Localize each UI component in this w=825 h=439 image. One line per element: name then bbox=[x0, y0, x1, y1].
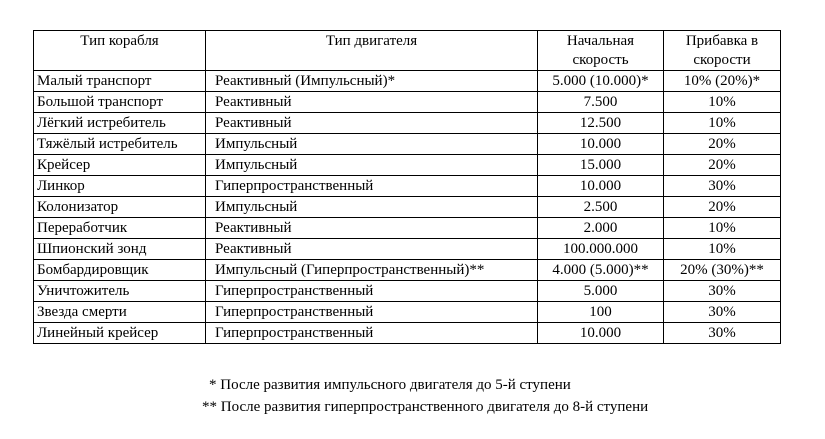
table-row bbox=[34, 71, 781, 92]
cell-speed-bonus: 30% bbox=[664, 302, 781, 323]
cell-ship-type: Большой транспорт bbox=[34, 92, 206, 113]
cell-initial-speed: 2.000 bbox=[538, 218, 664, 239]
table-row bbox=[34, 218, 781, 239]
table-row bbox=[34, 113, 781, 134]
cell-ship-type: Звезда смерти bbox=[34, 302, 206, 323]
table-row bbox=[34, 92, 781, 113]
ship-speed-table bbox=[33, 30, 781, 344]
cell-initial-speed: 12.500 bbox=[538, 113, 664, 134]
cell-ship-type: Линейный крейсер bbox=[34, 323, 206, 344]
header-engine-type-label: Тип двигателя bbox=[325, 33, 418, 49]
cell-speed-bonus: 10% bbox=[664, 239, 781, 260]
cell-speed-bonus: 10% bbox=[664, 92, 781, 113]
cell-engine-type: Реактивный bbox=[206, 239, 538, 260]
table-body bbox=[34, 71, 781, 344]
header-speed-bonus-line-1: Прибавка в bbox=[685, 33, 759, 49]
table-row bbox=[34, 155, 781, 176]
cell-ship-type: Бомбардировщик bbox=[34, 260, 206, 281]
cell-engine-type: Гиперпространственный bbox=[206, 281, 538, 302]
header-speed-bonus-line-2: скорости bbox=[693, 52, 751, 68]
table-row bbox=[34, 302, 781, 323]
cell-ship-type: Линкор bbox=[34, 176, 206, 197]
cell-engine-type: Импульсный bbox=[206, 134, 538, 155]
header-initial-speed-line-1: Начальная bbox=[566, 33, 635, 49]
header-engine-type bbox=[206, 31, 538, 71]
cell-speed-bonus: 30% bbox=[664, 176, 781, 197]
cell-initial-speed: 4.000 (5.000)** bbox=[538, 260, 664, 281]
cell-engine-type: Импульсный (Гиперпространственный)** bbox=[206, 260, 538, 281]
cell-engine-type: Гиперпространственный bbox=[206, 302, 538, 323]
table-row bbox=[34, 323, 781, 344]
cell-ship-type: Лёгкий истребитель bbox=[34, 113, 206, 134]
cell-ship-type: Уничтожитель bbox=[34, 281, 206, 302]
cell-initial-speed: 100.000.000 bbox=[538, 239, 664, 260]
table-row bbox=[34, 197, 781, 218]
cell-initial-speed: 10.000 bbox=[538, 323, 664, 344]
cell-ship-type: Колонизатор bbox=[34, 197, 206, 218]
cell-ship-type: Переработчик bbox=[34, 218, 206, 239]
table-row bbox=[34, 239, 781, 260]
header-initial-speed-line-2: скорость bbox=[572, 52, 629, 68]
cell-engine-type: Гиперпространственный bbox=[206, 176, 538, 197]
cell-speed-bonus: 20% bbox=[664, 134, 781, 155]
cell-speed-bonus: 10% bbox=[664, 218, 781, 239]
cell-engine-type: Реактивный (Импульсный)* bbox=[206, 71, 538, 92]
cell-speed-bonus: 20% bbox=[664, 155, 781, 176]
table-row bbox=[34, 281, 781, 302]
cell-initial-speed: 5.000 bbox=[538, 281, 664, 302]
cell-speed-bonus: 30% bbox=[664, 281, 781, 302]
cell-initial-speed: 5.000 (10.000)* bbox=[538, 71, 664, 92]
table-row bbox=[34, 176, 781, 197]
header-ship-type bbox=[34, 31, 206, 71]
cell-engine-type: Реактивный bbox=[206, 113, 538, 134]
table-row bbox=[34, 260, 781, 281]
cell-ship-type: Шпионский зонд bbox=[34, 239, 206, 260]
cell-speed-bonus: 30% bbox=[664, 323, 781, 344]
header-initial-speed bbox=[538, 31, 664, 71]
cell-speed-bonus: 10% (20%)* bbox=[664, 71, 781, 92]
header-speed-bonus bbox=[664, 31, 781, 71]
cell-initial-speed: 100 bbox=[538, 302, 664, 323]
footnote-impulse: * После развития импульсного двигателя до 5-й ступени bbox=[209, 377, 571, 393]
cell-speed-bonus: 10% bbox=[664, 113, 781, 134]
table-header-row bbox=[34, 31, 781, 71]
cell-initial-speed: 10.000 bbox=[538, 176, 664, 197]
cell-initial-speed: 7.500 bbox=[538, 92, 664, 113]
cell-engine-type: Реактивный bbox=[206, 218, 538, 239]
cell-engine-type: Импульсный bbox=[206, 197, 538, 218]
cell-initial-speed: 15.000 bbox=[538, 155, 664, 176]
cell-ship-type: Малый транспорт bbox=[34, 71, 206, 92]
table-row bbox=[34, 134, 781, 155]
cell-engine-type: Гиперпространственный bbox=[206, 323, 538, 344]
cell-ship-type: Крейсер bbox=[34, 155, 206, 176]
cell-speed-bonus: 20% bbox=[664, 197, 781, 218]
cell-ship-type: Тяжёлый истребитель bbox=[34, 134, 206, 155]
cell-initial-speed: 10.000 bbox=[538, 134, 664, 155]
cell-engine-type: Импульсный bbox=[206, 155, 538, 176]
cell-initial-speed: 2.500 bbox=[538, 197, 664, 218]
footnote-hyperspace: ** После развития гиперпространственного двигателя до 8-й ступени bbox=[202, 399, 649, 415]
header-ship-type-label: Тип корабля bbox=[80, 33, 159, 49]
cell-speed-bonus: 20% (30%)** bbox=[664, 260, 781, 281]
cell-engine-type: Реактивный bbox=[206, 92, 538, 113]
